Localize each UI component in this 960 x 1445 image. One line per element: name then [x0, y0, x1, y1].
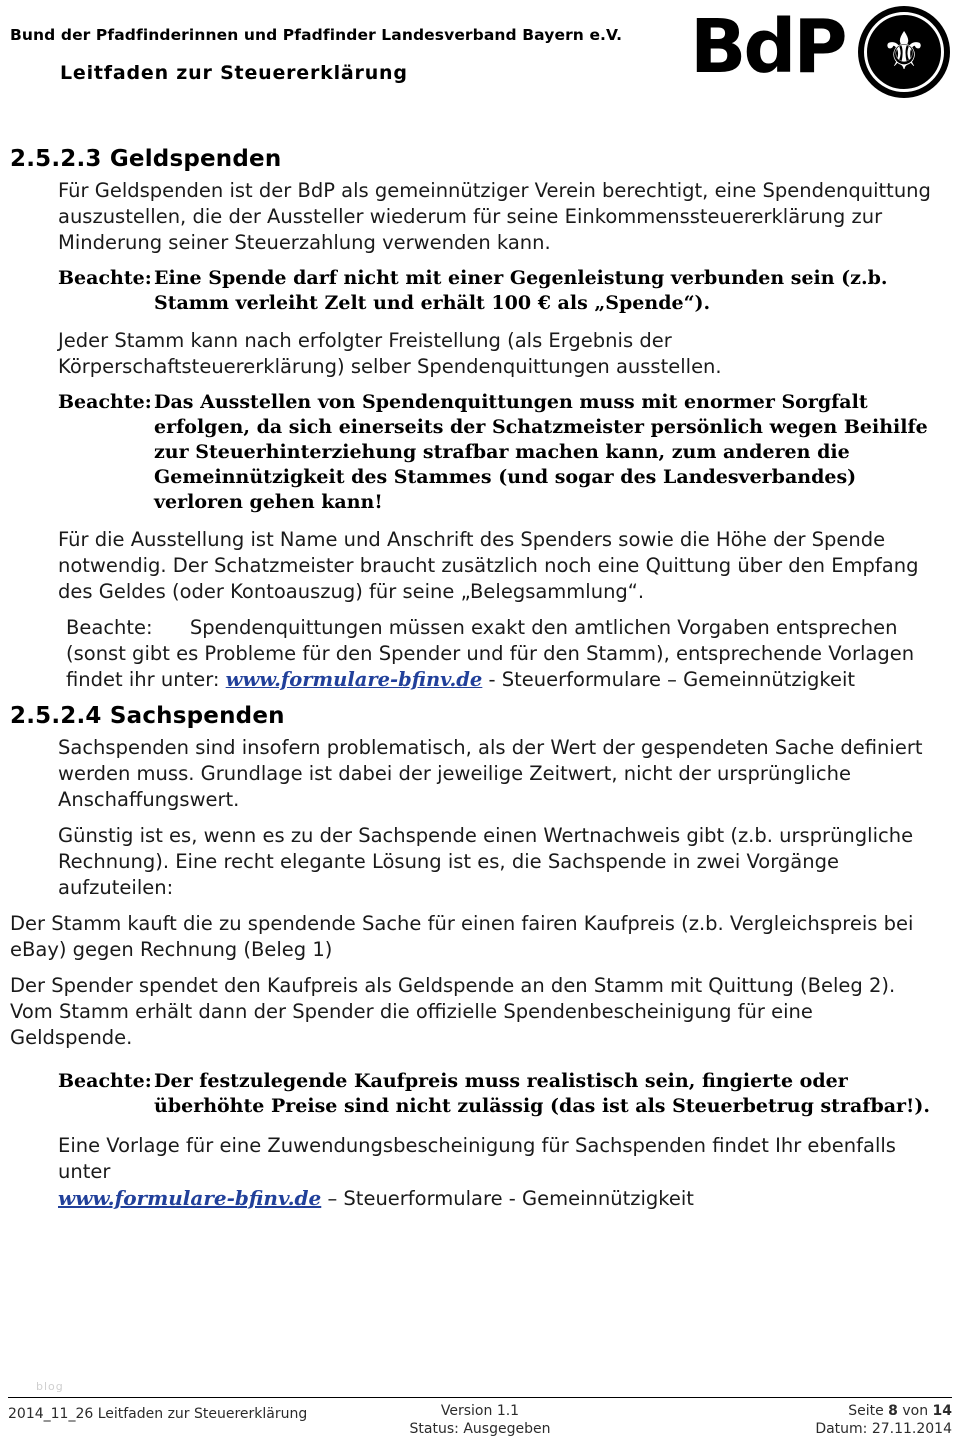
- watermark: blog: [36, 1380, 64, 1393]
- footer-status-line: Status: Ausgegeben: [409, 1421, 551, 1437]
- paragraph-ausstellung: Für die Ausstellung ist Name und Anschrift des Spenders sowie die Höhe der Spende notwendig. Der Schatzmeister braucht zusätzlich noch eine Quittung über den Empfang des Geldes (oder Kontoauszug) für seine „Belegsammlung“.: [58, 528, 919, 603]
- paragraph-freistellung: Jeder Stamm kann nach erfolgter Freistellung (als Ergebnis der Körperschaftsteuererklärung) selber Spendenquittungen ausstellen.: [58, 329, 722, 378]
- note-label: Beachte:: [58, 391, 152, 413]
- footer-version: [410, 1402, 551, 1438]
- document-body: [10, 146, 940, 1222]
- footer-date-line: Datum: 27.11.2014: [815, 1421, 952, 1437]
- note-label: Beachte:: [66, 616, 153, 639]
- note-text-a: Spendenquittungen müssen exakt den amtlichen Vorgaben entsprechen (sonst gibt es Probleme für den Spender und für den Stamm), entsprechende Vorlagen findet ihr unter:: [66, 616, 915, 691]
- footer-page-mid: von: [897, 1403, 933, 1419]
- paragraph-vorlage-sachspenden: [58, 1133, 940, 1212]
- footer-page-info: [815, 1402, 952, 1438]
- footer-page-prefix: Seite: [848, 1403, 889, 1419]
- paragraph-beleg2: Der Spender spendet den Kaufpreis als Geldspende an den Stamm mit Quittung (Beleg 2). Vom Stamm erhält dann der Spender die offizielle Spendenbescheinigung für eine Geldspende.: [10, 974, 896, 1049]
- paragraph-geldspenden-intro: Für Geldspenden ist der BdP als gemeinnütziger Verein berechtigt, eine Spendenquittung auszustellen, die der Aussteller wiederum für seine Einkommenssteuererklärung zur Minderung seiner Steuerzahlung verwenden kann.: [58, 179, 931, 254]
- fleur-de-lis-icon: ⚜: [880, 22, 928, 82]
- note-text: Eine Spende darf nicht mit einer Gegenleistung verbunden sein (z.b. Stamm verleiht Zelt und erhält 100 € als „Spende“).: [154, 267, 888, 314]
- link-formulare-bfinv-1[interactable]: www.formulare-bfinv.de: [225, 668, 483, 691]
- note-text-b: - Steuerformulare – Gemeinnützigkeit: [488, 668, 856, 691]
- section-heading-geldspenden: 2.5.2.3 Geldspenden: [10, 146, 282, 172]
- bdp-logo: [690, 6, 950, 116]
- logo-badge: [858, 6, 950, 98]
- note-text: Der festzulegende Kaufpreis muss realistisch sein, fingierte oder überhöhte Preise sind nicht zulässig (das ist als Steuerbetrug strafbar!).: [154, 1070, 930, 1117]
- paragraph-wertnachweis: Günstig ist es, wenn es zu der Sachspende einen Wertnachweis gibt (z.b. ursprüngliche Rechnung). Eine recht elegante Lösung ist es, die Sachspende in zwei Vorgänge aufzuteilen:: [58, 824, 914, 899]
- footer-version-line: Version 1.1: [440, 1403, 520, 1419]
- logo-wordmark: BdP: [690, 4, 845, 90]
- paragraph-vorlage-text-b: – Steuerformulare - Gemeinnützigkeit: [327, 1187, 694, 1210]
- note-text: Das Ausstellen von Spendenquittungen muss mit enormer Sorgfalt erfolgen, da sich einerseits der Schatzmeister persönlich wegen Beihilfe zur Steuerhinterziehung strafbar machen kann, zum anderen die Gemeinnützigkeit des Stammes (und sogar des Landesverbandes) verloren gehen kann!: [154, 391, 928, 513]
- footer-page-total: 14: [932, 1403, 952, 1419]
- section-heading-sachspenden: 2.5.2.4 Sachspenden: [10, 703, 285, 729]
- paragraph-beleg1: Der Stamm kauft die zu spendende Sache für einen fairen Kaufpreis (z.b. Vergleichspreis bei eBay) gegen Rechnung (Beleg 1): [10, 912, 914, 961]
- note-block-1: [10, 266, 940, 316]
- document-title: Leitfaden zur Steuererklärung: [60, 62, 408, 84]
- note-block-3: [66, 615, 940, 693]
- organization-name: Bund der Pfadfinderinnen und Pfadfinder Landesverband Bayern e.V.: [10, 26, 623, 44]
- note-block-4: [10, 1069, 940, 1119]
- note-block-2: [10, 390, 940, 515]
- footer-document-id: 2014_11_26 Leitfaden zur Steuererklärung: [8, 1406, 308, 1422]
- note-label: Beachte:: [58, 1070, 152, 1092]
- page-footer: [8, 1397, 952, 1441]
- paragraph-sachspenden-intro: Sachspenden sind insofern problematisch, als der Wert der gespendeten Sache definiert werden muss. Grundlage ist dabei der jeweilige Zeitwert, nicht der ursprüngliche Anschaffungswert.: [58, 736, 923, 811]
- footer-page-line: [815, 1402, 952, 1420]
- link-formulare-bfinv-2[interactable]: www.formulare-bfinv.de: [58, 1186, 322, 1210]
- footer-page-number: 8: [888, 1403, 898, 1419]
- paragraph-vorlage-text-a: Eine Vorlage für eine Zuwendungsbescheinigung für Sachspenden findet Ihr ebenfalls unter: [58, 1134, 896, 1183]
- note-label: Beachte:: [58, 267, 152, 289]
- page-header: [10, 4, 950, 136]
